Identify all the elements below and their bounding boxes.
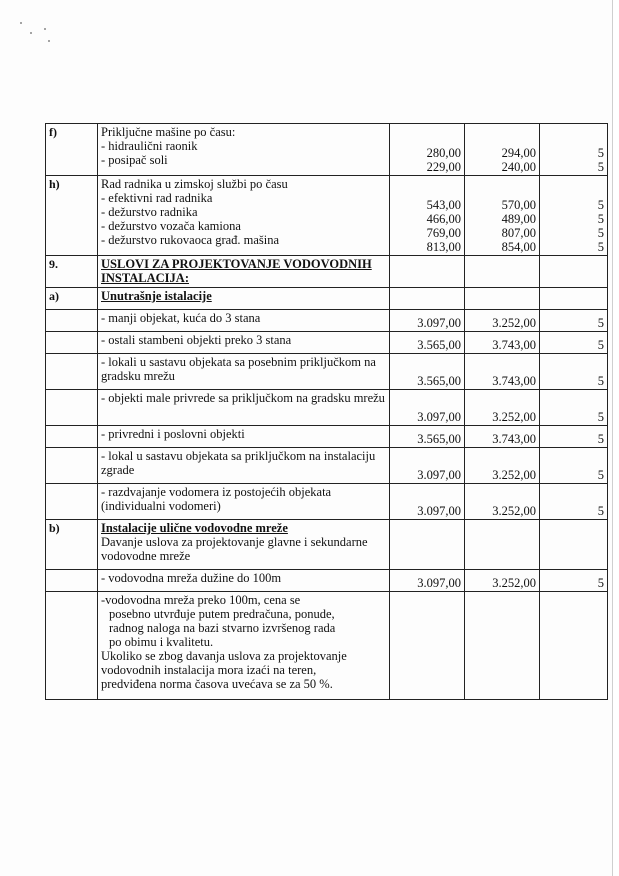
rate-value: 5: [540, 354, 608, 390]
row-item: - posipač soli: [101, 153, 168, 167]
table-row: [46, 592, 608, 700]
subsection-heading: [98, 288, 390, 310]
note-line: vodovodnih instalacija mora izaći na teren,: [101, 663, 317, 677]
empty-cell: [46, 354, 98, 390]
row-label: a): [46, 288, 98, 310]
table-row: [46, 570, 608, 592]
price-value: 3.097,00: [390, 390, 465, 426]
rate-value: 5: [540, 332, 608, 354]
table-row: [46, 288, 608, 310]
table-row: [46, 310, 608, 332]
subsection-title: Unutrašnje istalacije: [101, 289, 212, 303]
price-value: 489,00: [501, 212, 536, 226]
rate-value: 5: [540, 448, 608, 484]
row-item: - dežurstvo radnika: [101, 205, 198, 219]
price-value: 280,00: [426, 146, 461, 160]
rate-cell: [540, 124, 608, 176]
empty-cell: [46, 426, 98, 448]
price-value: 3.252,00: [465, 310, 540, 332]
price-cell: [465, 176, 540, 256]
empty-cell: [540, 520, 608, 570]
price-value: 3.743,00: [465, 332, 540, 354]
row-item: - dežurstvo vozača kamiona: [101, 219, 241, 233]
table-row: [46, 484, 608, 520]
price-value: 3.565,00: [390, 332, 465, 354]
note-text: [98, 592, 390, 700]
note-line: -vodovodna mreža preko 100m, cena se: [101, 593, 301, 607]
empty-cell: [46, 390, 98, 426]
price-cell: [390, 176, 465, 256]
price-value: 3.252,00: [465, 448, 540, 484]
table-row: [46, 256, 608, 288]
item-description: - lokali u sastavu objekata sa posebnim priključkom na gradsku mrežu: [98, 354, 390, 390]
note-line: predviđena norma časova uvećava se za 50 %.: [101, 677, 333, 691]
empty-cell: [540, 288, 608, 310]
price-value: 240,00: [501, 160, 536, 174]
empty-cell: [540, 592, 608, 700]
row-label: h): [46, 176, 98, 256]
item-description: - vodovodna mreža dužine do 100m: [98, 570, 390, 592]
note-line: radnog naloga na bazi stvarno izvršenog rada: [109, 621, 336, 635]
empty-cell: [46, 484, 98, 520]
empty-cell: [46, 592, 98, 700]
subsection-text: Davanje uslova za projektovanje glavne i sekundarne vodovodne mreže: [101, 535, 368, 563]
rate-value: 5: [597, 198, 604, 212]
price-cell: [465, 124, 540, 176]
row-label: b): [46, 520, 98, 570]
rate-value: 5: [540, 390, 608, 426]
item-description: - razdvajanje vodomera iz postojećih objekata (individualni vodomeri): [98, 484, 390, 520]
note-line: Ukoliko se zbog davanja uslova za projektovanje: [101, 649, 347, 663]
empty-cell: [46, 310, 98, 332]
empty-cell: [465, 592, 540, 700]
price-value: 3.565,00: [390, 354, 465, 390]
empty-cell: [465, 288, 540, 310]
price-value: 570,00: [501, 198, 536, 212]
empty-cell: [390, 592, 465, 700]
price-value: 769,00: [426, 226, 461, 240]
price-value: 294,00: [501, 146, 536, 160]
price-value: 229,00: [426, 160, 461, 174]
price-value: 543,00: [426, 198, 461, 212]
empty-cell: [540, 256, 608, 288]
rate-value: 5: [597, 212, 604, 226]
table-row: [46, 448, 608, 484]
rate-value: 5: [597, 146, 604, 160]
row-description: [98, 176, 390, 256]
rate-cell: [540, 176, 608, 256]
rate-value: 5: [540, 484, 608, 520]
empty-cell: [465, 256, 540, 288]
price-value: 466,00: [426, 212, 461, 226]
subsection-heading: [98, 520, 390, 570]
price-value: 3.097,00: [390, 570, 465, 592]
price-table: [45, 123, 608, 700]
table-row: [46, 354, 608, 390]
rate-value: 5: [540, 426, 608, 448]
price-value: 3.252,00: [465, 390, 540, 426]
price-value: 3.252,00: [465, 484, 540, 520]
price-value: 3.097,00: [390, 448, 465, 484]
row-label: f): [46, 124, 98, 176]
rate-value: 5: [540, 570, 608, 592]
item-description: - privredni i poslovni objekti: [98, 426, 390, 448]
note-line: posebno utvrđuje putem predračuna, ponude,: [109, 607, 335, 621]
row-item: - hidraulični raonik: [101, 139, 198, 153]
price-value: 807,00: [501, 226, 536, 240]
table-row: [46, 520, 608, 570]
note-line: po obimu i kvalitetu.: [109, 635, 214, 649]
rate-value: 5: [597, 160, 604, 174]
price-value: 813,00: [426, 240, 461, 254]
empty-cell: [465, 520, 540, 570]
price-cell: [390, 124, 465, 176]
row-title: Rad radnika u zimskoj službi po času: [101, 177, 288, 191]
price-value: 3.252,00: [465, 570, 540, 592]
subsection-title: Instalacije ulične vodovodne mreže: [101, 521, 288, 535]
section-title: USLOVI ZA PROJEKTOVANJE VODOVODNIH INSTALACIJA:: [101, 257, 372, 285]
item-description: - manji objekat, kuća do 3 stana: [98, 310, 390, 332]
rate-value: 5: [597, 226, 604, 240]
row-description: [98, 124, 390, 176]
table-row: [46, 124, 608, 176]
table-row: [46, 332, 608, 354]
table-row: [46, 176, 608, 256]
price-value: 3.743,00: [465, 354, 540, 390]
item-description: - objekti male privrede sa priključkom na gradsku mrežu: [98, 390, 390, 426]
empty-cell: [390, 520, 465, 570]
row-item: - dežurstvo rukovaoca građ. mašina: [101, 233, 280, 247]
empty-cell: [46, 448, 98, 484]
row-title: Priključne mašine po času:: [101, 125, 236, 139]
scan-artifact: [18, 18, 58, 48]
price-value: 854,00: [501, 240, 536, 254]
section-heading: [98, 256, 390, 288]
item-description: - lokal u sastavu objekata sa priključkom na instalaciju zgrade: [98, 448, 390, 484]
table-row: [46, 426, 608, 448]
empty-cell: [46, 332, 98, 354]
table-row: [46, 390, 608, 426]
rate-value: 5: [540, 310, 608, 332]
price-value: 3.097,00: [390, 310, 465, 332]
empty-cell: [390, 288, 465, 310]
rate-value: 5: [597, 240, 604, 254]
row-item: - efektivni rad radnika: [101, 191, 213, 205]
empty-cell: [46, 570, 98, 592]
empty-cell: [390, 256, 465, 288]
section-number: 9.: [46, 256, 98, 288]
item-description: - ostali stambeni objekti preko 3 stana: [98, 332, 390, 354]
price-value: 3.565,00: [390, 426, 465, 448]
price-value: 3.743,00: [465, 426, 540, 448]
price-value: 3.097,00: [390, 484, 465, 520]
